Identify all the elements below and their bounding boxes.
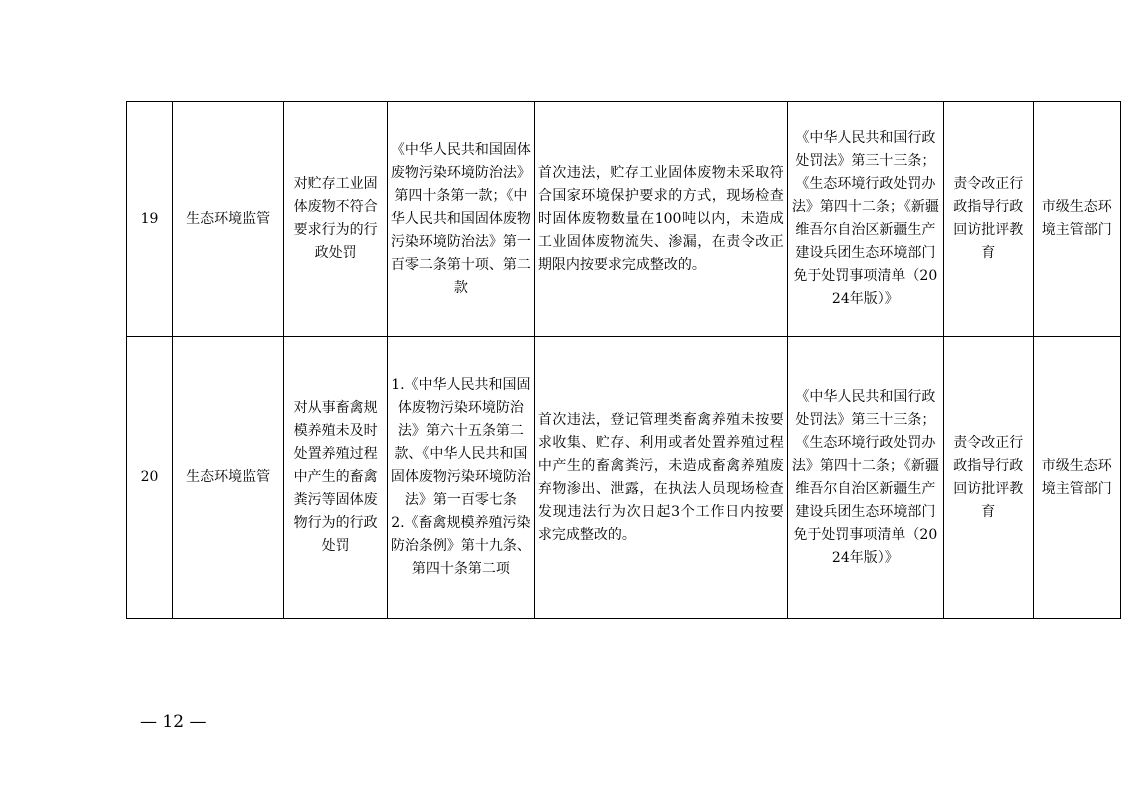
exemption-list-table bbox=[126, 101, 1121, 619]
table-row bbox=[127, 337, 1121, 619]
category-cell: 生态环境监管 bbox=[172, 102, 283, 337]
category-cell: 生态环境监管 bbox=[172, 337, 283, 619]
table-row bbox=[127, 102, 1121, 337]
department-cell: 市级生态环境主管部门 bbox=[1033, 102, 1120, 337]
exemption-basis-cell: 《中华人民共和国行政处罚法》第三十三条；《生态环境行政处罚办法》第四十二条；《新疆维吾尔自治区新疆生产建设兵团生态环境部门免于处罚事项清单（2024年版）》 bbox=[787, 102, 943, 337]
matter-cell: 对贮存工业固体废物不符合要求行为的行政处罚 bbox=[284, 102, 387, 337]
legal-basis-cell: 《中华人民共和国固体废物污染环境防治法》第四十条第一款；《中华人民共和国固体废物污染环境防治法》第一百零二条第十项、第二款 bbox=[387, 102, 534, 337]
row-number: 19 bbox=[127, 102, 173, 337]
department-cell: 市级生态环境主管部门 bbox=[1033, 337, 1120, 619]
legal-basis-cell: 1.《中华人民共和国固体废物污染环境防治法》第六十五条第二款、《中华人民共和国固体废物污染环境防治法》第一百零七条 2.《畜禽规模养殖污染防治条例》第十九条、第四十条第二项 bbox=[387, 337, 534, 619]
measures-cell: 责令改正行政指导行政回访批评教育 bbox=[943, 337, 1033, 619]
exemption-basis-cell: 《中华人民共和国行政处罚法》第三十三条；《生态环境行政处罚办法》第四十二条；《新疆维吾尔自治区新疆生产建设兵团生态环境部门免于处罚事项清单（2024年版）》 bbox=[787, 337, 943, 619]
page-number: — 12 — bbox=[140, 712, 207, 732]
row-number: 20 bbox=[127, 337, 173, 619]
condition-cell: 首次违法，贮存工业固体废物未采取符合国家环境保护要求的方式，现场检查时固体废物数量在100吨以内，未造成工业固体废物流失、渗漏，在责令改正期限内按要求完成整改的。 bbox=[534, 102, 787, 337]
condition-cell: 首次违法，登记管理类畜禽养殖未按要求收集、贮存、利用或者处置养殖过程中产生的畜禽粪污，未造成畜禽养殖废弃物渗出、泄露，在执法人员现场检查发现违法行为次日起3个工作日内按要求完成整改的。 bbox=[534, 337, 787, 619]
measures-cell: 责令改正行政指导行政回访批评教育 bbox=[943, 102, 1033, 337]
matter-cell: 对从事畜禽规模养殖未及时处置养殖过程中产生的畜禽粪污等固体废物行为的行政处罚 bbox=[284, 337, 387, 619]
